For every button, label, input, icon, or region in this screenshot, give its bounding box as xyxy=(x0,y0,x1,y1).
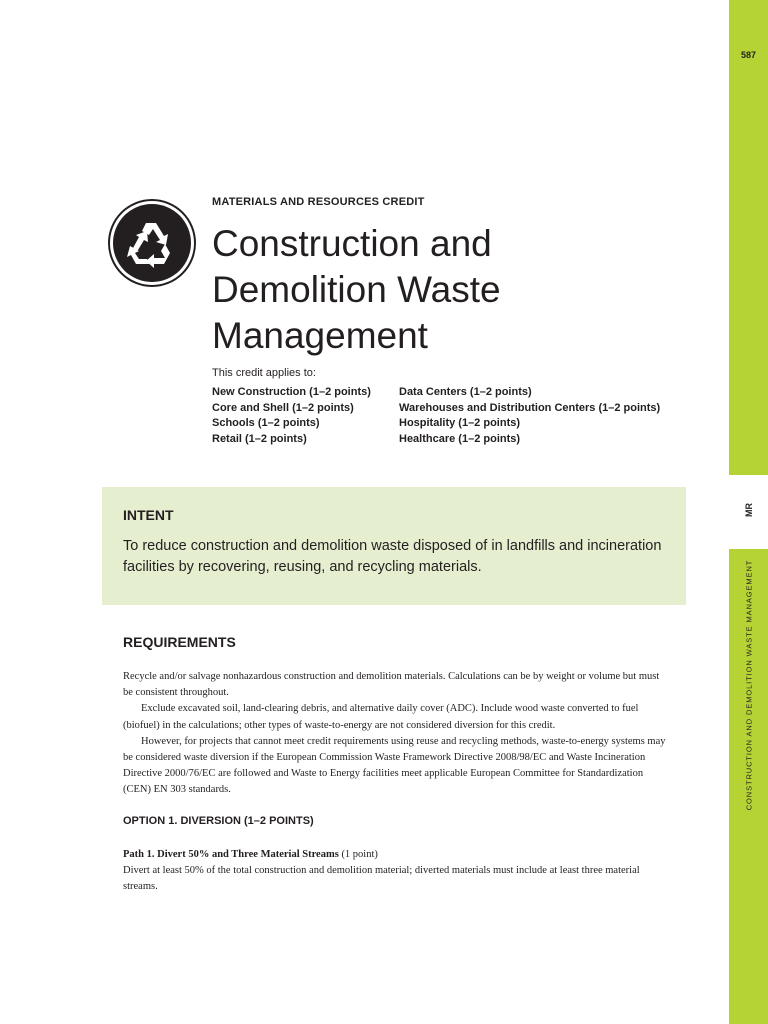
section-tag-label: MR xyxy=(743,503,754,517)
credit-category: MATERIALS AND RESOURCES CREDIT xyxy=(212,196,425,208)
page-number: 587 xyxy=(740,50,757,60)
running-title-label: CONSTRUCTION AND DEMOLITION WASTE MANAGEMENT xyxy=(744,559,753,811)
page-title xyxy=(212,221,692,359)
paragraph: Recycle and/or salvage nonhazardous construction and demolition materials. Calculations can be by weight or volume but must be consistent throughout. xyxy=(123,671,660,699)
intent-heading: INTENT xyxy=(123,507,174,523)
path-section xyxy=(123,847,668,896)
option-heading: OPTION 1. DIVERSION (1–2 POINTS) xyxy=(123,815,314,827)
path-heading xyxy=(123,847,668,863)
applies-label: This credit applies to: xyxy=(212,367,316,379)
title-line: Management xyxy=(212,315,428,356)
title-line: Demolition Waste xyxy=(212,269,501,310)
rating-system: New Construction (1–2 points) xyxy=(212,386,371,398)
section-tag xyxy=(729,500,768,520)
intent-text: To reduce construction and demolition waste disposed of in landfills and incineration facilities by recovering, reusing, and recycling materials. xyxy=(123,538,662,575)
path-points: (1 point) xyxy=(341,849,378,860)
title-line: Construction and xyxy=(212,223,492,264)
applies-column-right xyxy=(399,385,660,447)
intent-box xyxy=(102,487,686,605)
rating-system: Healthcare (1–2 points) xyxy=(399,432,521,445)
rating-system: Retail (1–2 points) xyxy=(212,432,307,445)
rating-system: Warehouses and Distribution Centers (1–2 points) xyxy=(399,401,661,414)
rating-system: Core and Shell (1–2 points) xyxy=(212,401,354,414)
recycle-icon xyxy=(108,199,196,287)
rating-system: Hospitality (1–2 points) xyxy=(399,417,521,429)
paragraph: However, for projects that cannot meet credit requirements using reuse and recycling methods, waste-to-energy systems may be considered waste diversion if the European Commission Waste Framework Directive 2008/98/EC and Waste Incineration Directive 2000/76/EC are followed and Waste to Energy facilities meet applicable European Committee for Standardization (CEN) EN 303 standards. xyxy=(123,735,666,796)
paragraph: Exclude excavated soil, land-clearing debris, and alternative daily cover (ADC). Include wood waste converted to fuel (biofuel) in the calculations; other types of waste-to-energy are not considered diversion for this credit. xyxy=(123,703,639,731)
sidebar-top-band xyxy=(729,0,768,475)
running-title xyxy=(729,555,768,815)
requirements-heading: REQUIREMENTS xyxy=(123,634,236,650)
rating-system: Schools (1–2 points) xyxy=(212,417,320,429)
rating-system: Data Centers (1–2 points) xyxy=(399,386,532,398)
path-title: Path 1. Divert 50% and Three Material Streams xyxy=(123,849,339,860)
requirements-body xyxy=(123,669,668,799)
path-text: Divert at least 50% of the total construction and demolition material; diverted materials must include at least three material streams. xyxy=(123,865,640,893)
applies-column-left xyxy=(212,385,371,447)
